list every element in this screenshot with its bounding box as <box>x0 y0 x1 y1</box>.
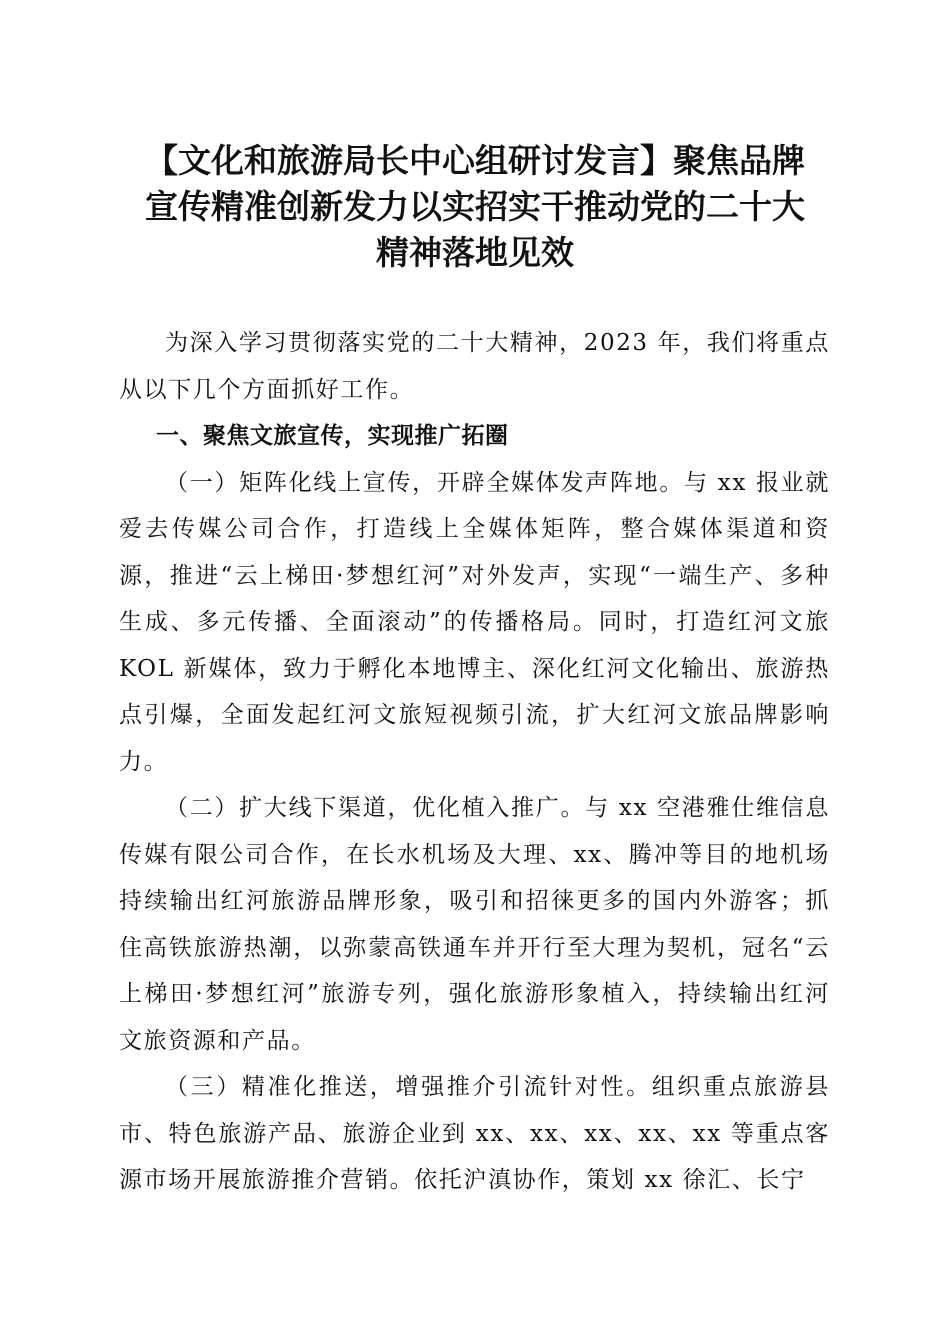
section-heading: 一、聚焦文旅宣传，实现推广拓圈 <box>156 423 509 449</box>
document-title <box>110 138 840 276</box>
title-line: 【文化和旅游局长中心组研讨发言】聚焦品牌 <box>145 141 805 180</box>
body-paragraph: （三）精准化推送，增强推介引流针对性。组织重点旅游县市、特色旅游产品、旅游企业到 xx、xx、xx、xx、xx 等重点客源市场开展旅游推介营销。依托沪滇协作，策划 xx 徐汇、长宁 <box>119 1074 830 1193</box>
title-line: 精神落地见效 <box>376 233 574 272</box>
title-line: 宣传精准创新发力以实招实干推动党的二十大 <box>145 187 805 226</box>
intro-paragraph: 为深入学习贯彻落实党的二十大精神，2023 年，我们将重点从以下几个方面抓好工作。 <box>119 330 830 403</box>
document-body <box>119 320 830 1204</box>
body-paragraph: （一）矩阵化线上宣传，开辟全媒体发声阵地。与 xx 报业就爱去传媒公司合作，打造线上全媒体矩阵，整合媒体渠道和资源，推进“云上梯田·梦想红河”对外发声，实现“一端生产、多种生成、多元传播、全面滚动”的传播格局。同时，打造红河文旅 KOL 新媒体，致力于孵化本地博主、深化红河文化输出、旅游热点引爆，全面发起红河文旅短视频引流，扩大红河文旅品牌影响力。 <box>119 469 830 775</box>
body-paragraph: （二）扩大线下渠道，优化植入推广。与 xx 空港雅仕维信息传媒有限公司合作，在长水机场及大理、xx、腾冲等目的地机场持续输出红河旅游品牌形象，吸引和招徕更多的国内外游客；抓住高铁旅游热潮，以弥蒙高铁通车并开行至大理为契机，冠名“云上梯田·梦想红河”旅游专列，强化旅游形象植入，持续输出红河文旅资源和产品。 <box>119 795 830 1054</box>
